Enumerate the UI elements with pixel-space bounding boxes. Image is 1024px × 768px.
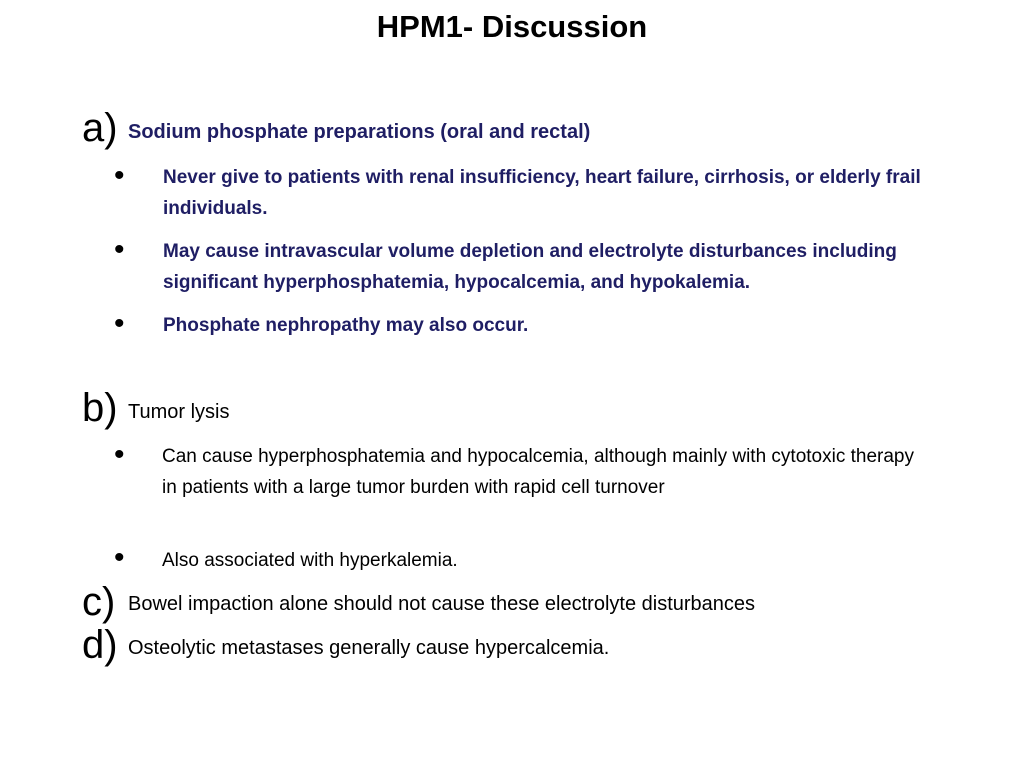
section-b-heading: Tumor lysis <box>128 401 230 423</box>
slide-title: HPM1- Discussion <box>376 9 648 44</box>
bullet-icon: • <box>114 233 125 266</box>
section-d-marker: d) <box>82 623 118 667</box>
section-a-bullet-2: May cause intravascular volume depletion and electrolyte disturbances including significant hyperphosphatemia, hypocalcemia, and hypokalemia. <box>163 241 897 293</box>
section-c-heading: Bowel impaction alone should not cause these electrolyte disturbances <box>128 593 756 615</box>
section-a-bullet-3: Phosphate nephropathy may also occur. <box>163 315 529 336</box>
bullet-icon: • <box>114 541 125 574</box>
bullet-icon: • <box>114 307 125 340</box>
bullet-icon: • <box>114 159 125 192</box>
section-a-marker: a) <box>82 106 118 150</box>
section-b-bullet-2: Also associated with hyperkalemia. <box>162 550 458 571</box>
section-b-bullet-1: Can cause hyperphosphatemia and hypocalcemia, although mainly with cytotoxic therapy in patients with a large tumor burden with rapid cell turnover <box>162 446 914 498</box>
section-a-heading: Sodium phosphate preparations (oral and rectal) <box>128 121 591 143</box>
section-d-heading: Osteolytic metastases generally cause hypercalcemia. <box>128 637 610 659</box>
bullet-icon: • <box>114 438 125 471</box>
section-c-marker: c) <box>82 580 116 624</box>
section-b-marker: b) <box>82 386 118 430</box>
section-a-bullet-1: Never give to patients with renal insufficiency, heart failure, cirrhosis, or elderly frail individuals. <box>163 167 921 219</box>
